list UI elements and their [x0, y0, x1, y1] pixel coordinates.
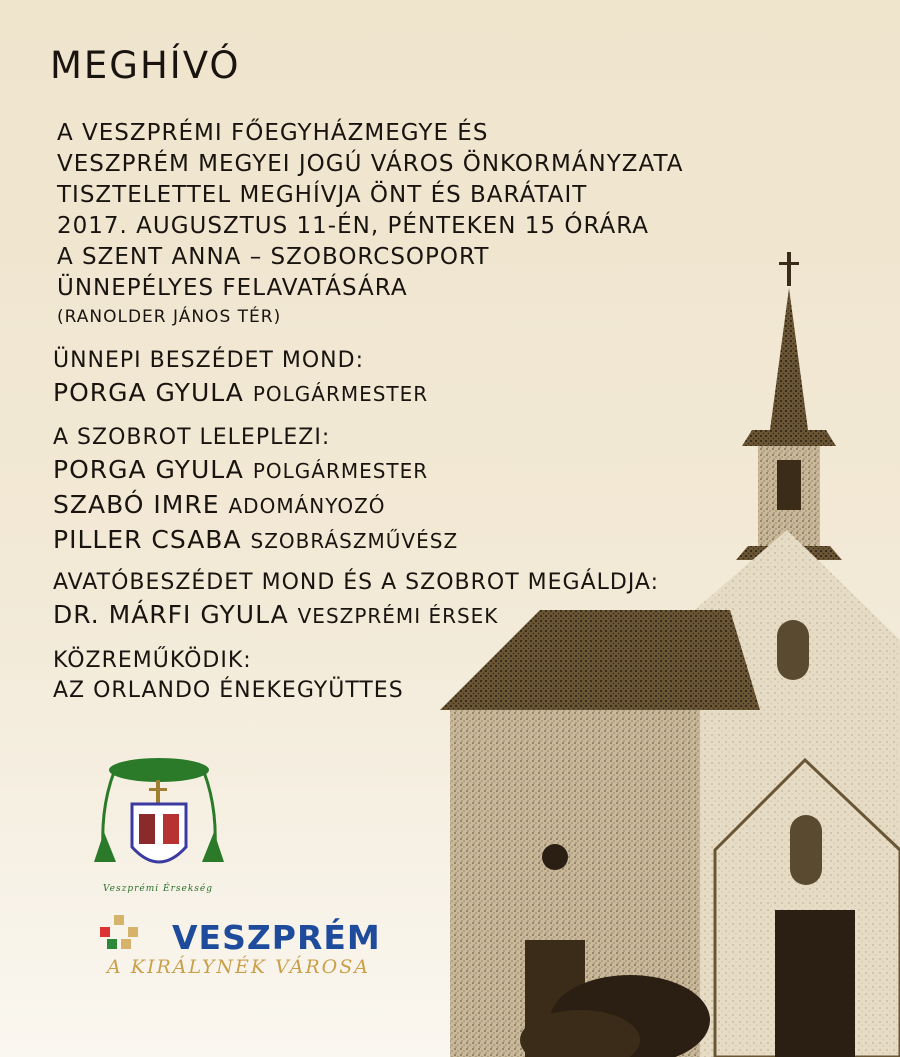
- intro-line: A SZENT ANNA – SZOBORCSOPORT: [57, 244, 490, 270]
- person-role: ADOMÁNYOZÓ: [228, 494, 386, 518]
- intro-line: TISZTELETTEL MEGHÍVJA ÖNT ÉS BARÁTAIT: [57, 182, 588, 208]
- archdiocese-label: Veszprémi Érsekség: [103, 884, 213, 894]
- church-illustration: [430, 250, 900, 1057]
- intro-line: 2017. AUGUSZTUS 11-ÉN, PÉNTEKEN 15 ÓRÁRA: [57, 213, 650, 239]
- intro-line: ÜNNEPÉLYES FELAVATÁSÁRA: [57, 275, 408, 301]
- veszprem-crown-logo: [100, 915, 140, 953]
- person-name: PILLER CSABA: [53, 525, 242, 554]
- person-name: PORGA GYULA: [53, 378, 244, 407]
- unveil-section: [53, 423, 458, 558]
- city-tagline: A KIRÁLYNÉK VÁROSA: [107, 956, 370, 978]
- archdiocese-coat-of-arms: [94, 752, 224, 892]
- person-role: SZOBRÁSZMŰVÉSZ: [250, 529, 459, 553]
- intro-line: VESZPRÉM MEGYEI JOGÚ VÁROS ÖNKORMÁNYZATA: [57, 151, 684, 177]
- person-role: POLGÁRMESTER: [252, 459, 429, 483]
- person-name: PORGA GYULA: [53, 455, 244, 484]
- location: (RANOLDER JÁNOS TÉR): [57, 307, 282, 327]
- person-role: POLGÁRMESTER: [252, 382, 429, 406]
- intro-line: A VESZPRÉMI FŐEGYHÁZMEGYE ÉS: [57, 120, 489, 146]
- participation-name: AZ ORLANDO ÉNEKEGYÜTTES: [53, 678, 404, 703]
- person-name: DR. MÁRFI GYULA: [53, 600, 289, 629]
- blessing-heading: AVATÓBESZÉDET MOND ÉS A SZOBROT MEGÁLDJA:: [53, 570, 660, 595]
- participation-heading: KÖZREMŰKÖDIK:: [53, 648, 252, 673]
- participation-section: [53, 646, 404, 706]
- speech-person: [53, 376, 428, 411]
- unveil-person: [53, 523, 458, 558]
- unveil-person: [53, 453, 458, 488]
- page-title: MEGHÍVÓ: [50, 44, 241, 87]
- speech-heading: ÜNNEPI BESZÉDET MOND:: [53, 348, 364, 373]
- unveil-person: [53, 488, 458, 523]
- person-name: SZABÓ IMRE: [53, 490, 220, 519]
- city-name: VESZPRÉM: [172, 918, 381, 957]
- speech-section: [53, 346, 428, 411]
- person-role: VESZPRÉMI ÉRSEK: [297, 604, 499, 628]
- unveil-heading: A SZOBROT LELEPLEZI:: [53, 425, 331, 450]
